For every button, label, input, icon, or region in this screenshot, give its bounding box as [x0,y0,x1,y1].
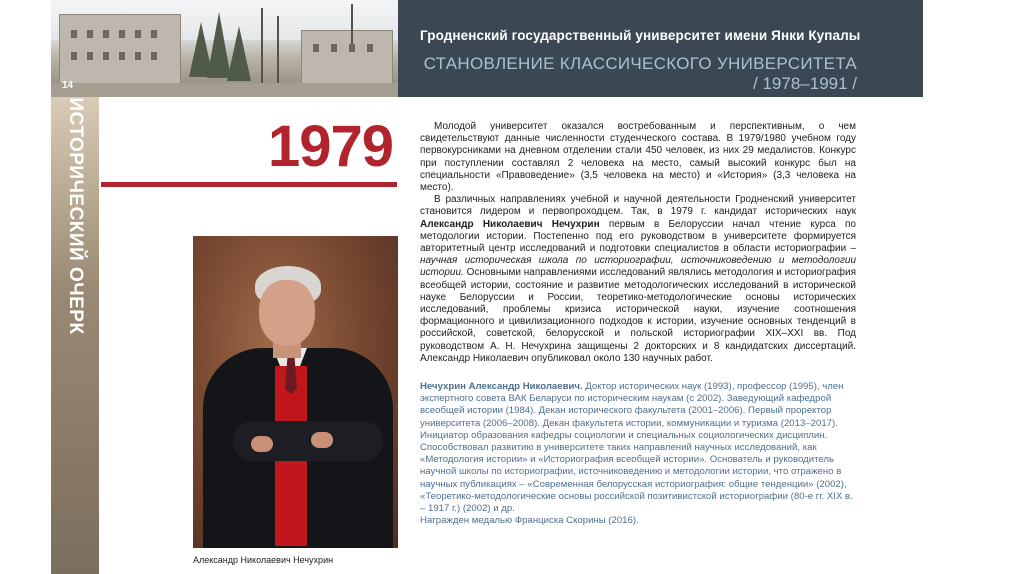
year-divider [101,182,397,187]
section-title: СТАНОВЛЕНИЕ КЛАССИЧЕСКОГО УНИВЕРСИТЕТА [423,54,857,73]
paragraph-2: В различных направлениях учебной и научной деятельности Гродненский университет становится лидером и первопроходцем. Так, в 1979 г. кандидат исторических наук Александр Николаевич Нечухрин первым в Белоруссии начал чтение курса по методологии истории. Постепенно под его руководством в университете формируется авторитетный центр исследований и подготовки специалистов в области историографии – научная историческая школа по историографии, источниковедению и методологии истории. Основными направлениями исследований являлись методология и историография всеобщей истории, состояние и развитие методологических исследований в исторической науке Белоруссии и России, теоретико-методологические основы исторических исследований, проблемы кризиса исторической науки, изучение соотношения формационного и цивилизационного подходов к истории, изучение основных тенденций в российской, советской, белорусской и польской историографии XIX–XXI вв. Под руководством А. Н. Нечухрина защищены 2 докторских и 8 кандидатских диссертаций. Александр Николаевич опубликовал около 130 научных работ. [420,194,856,364]
page-number: 14 [62,80,74,91]
paragraph-1: Молодой университет оказался востребованным и перспективным, о чем свидетельствуют данные численности студенческого состава. В 1979/1980 учебном году первокурсниками на дневном отделении стали 450 человек, из них 29 медалистов. Конкурс при поступлении составлял 2 человека на место, самый высокий конкурс был на специальности «Правоведение» (3,5 человека на место) и «История» (3,3 человека на место). [420,121,856,194]
italic-school-name: научная историческая школа по историографии, источниковедению и методологии истории. [420,255,856,279]
bio-name: Нечухрин Александр Николаевич. [420,381,583,392]
year-heading: 1979 [268,114,394,179]
university-name: Гродненский государственный университет имени Янки Купалы [420,28,861,43]
sidebar-label: ИСТОРИЧЕСКИЙ ОЧЕРК [65,97,86,335]
portrait-photo [193,236,398,548]
bio-paragraph-2: Способствовал развитию в университете таких направлений научных исследований, как «Методология истории» и «Историография всеобщей истории». Основатель и руководитель научной школы по историографии, источниковедению и методологии истории, что отражено в научных публикациях – «Современная белорусская историография: общие тенденции» (2002), «Теоретико-методологические основы российской позитивистской историографии (80-е гг. XIX в. – 1917 г.) (2002) и др. [420,442,853,515]
bio-paragraph-1: Нечухрин Александр Николаевич. Доктор исторических наук (1993), профессор (1995), член экспертного совета ВАК Беларуси по историческим наукам (с 2002). Заведующий кафедрой всеобщей истории (1984). Декан исторического факультета (2001–2006). Первый проректор университета (2006–2008). Декан факультета истории, коммуникации и туризма (2013–2017). Инициатор образования кафедры социологии и специальных социологических дисциплин. [420,381,844,441]
portrait-caption: Александр Николаевич Нечухрин [193,555,334,565]
highlighted-name: Александр Николаевич Нечухрин [420,218,600,230]
biography-block [420,381,860,527]
main-text [420,121,856,365]
university-building-photo [51,0,398,97]
section-years: / 1978–1991 / [753,74,857,93]
bio-paragraph-3: Награжден медалью Франциска Скорины (2016). [420,515,639,527]
